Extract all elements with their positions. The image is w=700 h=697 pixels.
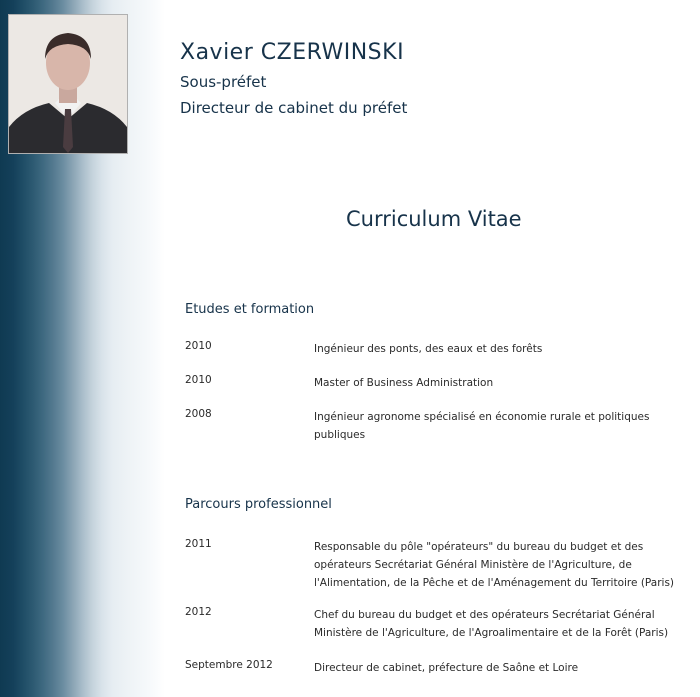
career-desc: Chef du bureau du budget et des opérateurs Secrétariat Général Ministère de l'Agriculture, de l'Agroalimentaire et de la Forêt (Paris) [314, 609, 669, 639]
career-desc: Responsable du pôle "opérateurs" du bureau du budget et des opérateurs Secrétariat Général Ministère de l'Agriculture, de l'Alimentation, de la Pêche et de l'Aménagement du Territoire (Paris) [314, 541, 675, 589]
career-year: 2012 [185, 606, 212, 618]
education-desc: Master of Business Administration [314, 377, 494, 389]
education-heading: Etudes et formation [185, 302, 315, 317]
career-heading: Parcours professionnel [185, 497, 332, 512]
role-title: Sous-préfet [180, 73, 267, 91]
education-year: 2008 [185, 408, 212, 420]
person-name: Xavier CZERWINSKI [180, 40, 405, 65]
career-desc: Directeur de cabinet, préfecture de Saône et Loire [314, 662, 579, 674]
education-desc: Ingénieur des ponts, des eaux et des forêts [314, 343, 543, 355]
career-year: 2011 [185, 538, 212, 550]
document-title: Curriculum Vitae [346, 207, 522, 231]
portrait-photo [8, 14, 128, 154]
education-desc: Ingénieur agronome spécialisé en économie rurale et politiques publiques [314, 411, 650, 441]
career-year: Septembre 2012 [185, 659, 273, 671]
education-year: 2010 [185, 374, 212, 386]
role-subtitle: Directeur de cabinet du préfet [180, 99, 408, 117]
education-year: 2010 [185, 340, 212, 352]
